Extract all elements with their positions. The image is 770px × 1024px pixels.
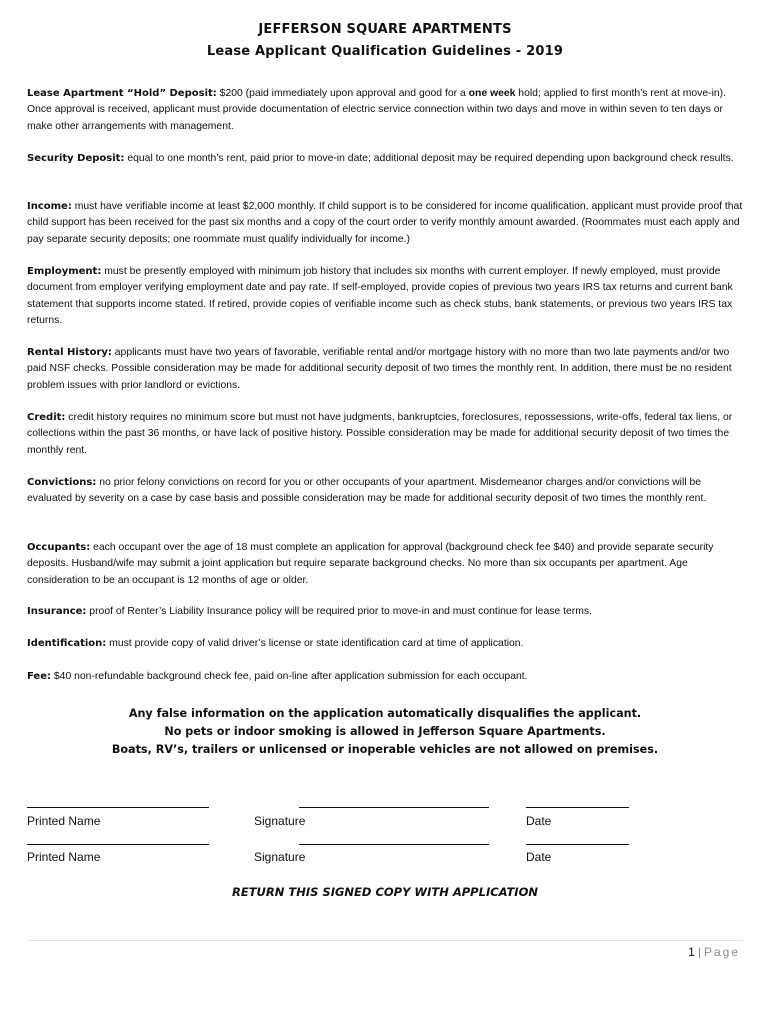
notice-false-information: Any false information on the application automatically disqualifies the applicant. [128, 707, 642, 720]
section-text: must be presently employed with minimum job history that includes six months with current employer. If newly employed, must provide document from employer verifying employment date and pay rate. If self-employed, provide copies of previous two years IRS tax returns and current bank statement that supports income stated. If retired, provide copies of verifiable income such as check stubs, bank statements, or previous two years IRS tax returns. [27, 266, 733, 327]
printed-name-label: Printed Name [27, 850, 101, 864]
section-text: credit history requires no minimum score but must not have judgments, bankruptcies, foreclosures, repossessions, write-offs, federal tax liens, or collections within the past 36 months, or have lack of positive history. Possible consideration may be made for additional security deposit of two times the monthly rent. [27, 412, 733, 456]
document-title: JEFFERSON SQUARE APARTMENTS [258, 22, 512, 37]
printed-name-label: Printed Name [27, 814, 101, 828]
section-label: Fee: [27, 671, 51, 682]
page-footer [688, 945, 740, 959]
section-text: hold; applied to first month’s rent at move-in). Once approval is received, applicant must provide documentation of electric service connection within two days and move in within seven to ten days or make other arrangements with management. [27, 88, 727, 132]
page-number: 1 [688, 945, 695, 959]
section-insurance [27, 604, 747, 620]
section-label: Credit: [27, 412, 66, 423]
section-text: $40 non-refundable background check fee, paid on-line after application submission for each occupant. [51, 671, 528, 682]
section-occupants [27, 540, 747, 589]
date-line[interactable] [526, 844, 629, 845]
date-label: Date [526, 850, 552, 864]
signature-line[interactable] [299, 844, 489, 845]
section-label: Employment: [27, 266, 102, 277]
section-text: $200 (paid immediately upon approval and good for a [216, 88, 469, 99]
signature-label: Signature [254, 850, 306, 864]
section-security-deposit [27, 151, 747, 167]
notice-vehicles: Boats, RV’s, trailers or unlicensed or inoperable vehicles are not allowed on premises. [111, 743, 659, 756]
section-label: Lease Apartment “Hold” Deposit: [27, 88, 217, 99]
section-label: Income: [27, 201, 72, 212]
printed-name-line[interactable] [27, 807, 209, 808]
section-text: applicants must have two years of favorable, verifiable rental and/or mortgage history with no more than two late payments and/or two paid NSF checks. Possible consideration may be made for additional security deposit of two times the monthly rent. In addition, there must be no resident problem issues with prior landlord or evictions. [27, 347, 732, 391]
section-rental-history [27, 345, 747, 394]
section-text: each occupant over the age of 18 must complete an application for approval (background check fee $40) and provide separate security deposits. Husband/wife may submit a joint application but require separate background checks. No more than six occupants per apartment. Age consideration to be an occupant is 12 months of age or older. [27, 542, 714, 586]
printed-name-line[interactable] [27, 844, 209, 845]
section-label: Insurance: [27, 606, 87, 617]
section-label: Convictions: [27, 477, 97, 488]
signature-label: Signature [254, 814, 306, 828]
date-label: Date [526, 814, 552, 828]
section-credit [27, 410, 747, 459]
date-line[interactable] [526, 807, 629, 808]
section-hold-deposit [27, 86, 747, 135]
section-label: Rental History: [27, 347, 112, 358]
page-label: Page [703, 945, 740, 959]
section-fee [27, 669, 747, 685]
section-text: equal to one month’s rent, paid prior to move-in date; additional deposit may be required depending upon background check results. [124, 153, 734, 164]
section-label: Occupants: [27, 542, 91, 553]
page-separator: | [697, 945, 701, 959]
section-text: must provide copy of valid driver’s license or state identification card at time of application. [106, 638, 524, 649]
section-identification [27, 636, 747, 652]
section-text: proof of Renter’s Liability Insurance policy will be required prior to move-in and must continue for lease terms. [86, 606, 592, 617]
section-convictions [27, 475, 747, 508]
section-text: must have verifiable income at least $2,000 monthly. If child support is to be considered for income qualification, applicant must provide proof that child support has been received for the past six months and a copy of the court order to verify monthly amount awarded. (Roommates must each apply and pay separate security deposits; one roommate must qualify individually for income.) [27, 201, 743, 245]
footer-divider [27, 940, 743, 941]
section-income [27, 199, 747, 248]
signature-line[interactable] [299, 807, 489, 808]
section-label: Security Deposit: [27, 153, 125, 164]
section-emphasis: one week [468, 88, 516, 99]
section-employment [27, 264, 747, 330]
return-notice: RETURN THIS SIGNED COPY WITH APPLICATION [232, 885, 538, 899]
document-subtitle: Lease Applicant Qualification Guidelines - 2019 [206, 44, 564, 59]
section-label: Identification: [27, 638, 107, 649]
section-text: no prior felony convictions on record for you or other occupants of your apartment. Misdemeanor charges and/or convictions will be evaluated by severity on a case by case basis and possible consideration may be made for additional security deposit of two times the monthly rent. [27, 477, 707, 505]
notice-no-pets-smoking: No pets or indoor smoking is allowed in Jefferson Square Apartments. [164, 725, 606, 738]
